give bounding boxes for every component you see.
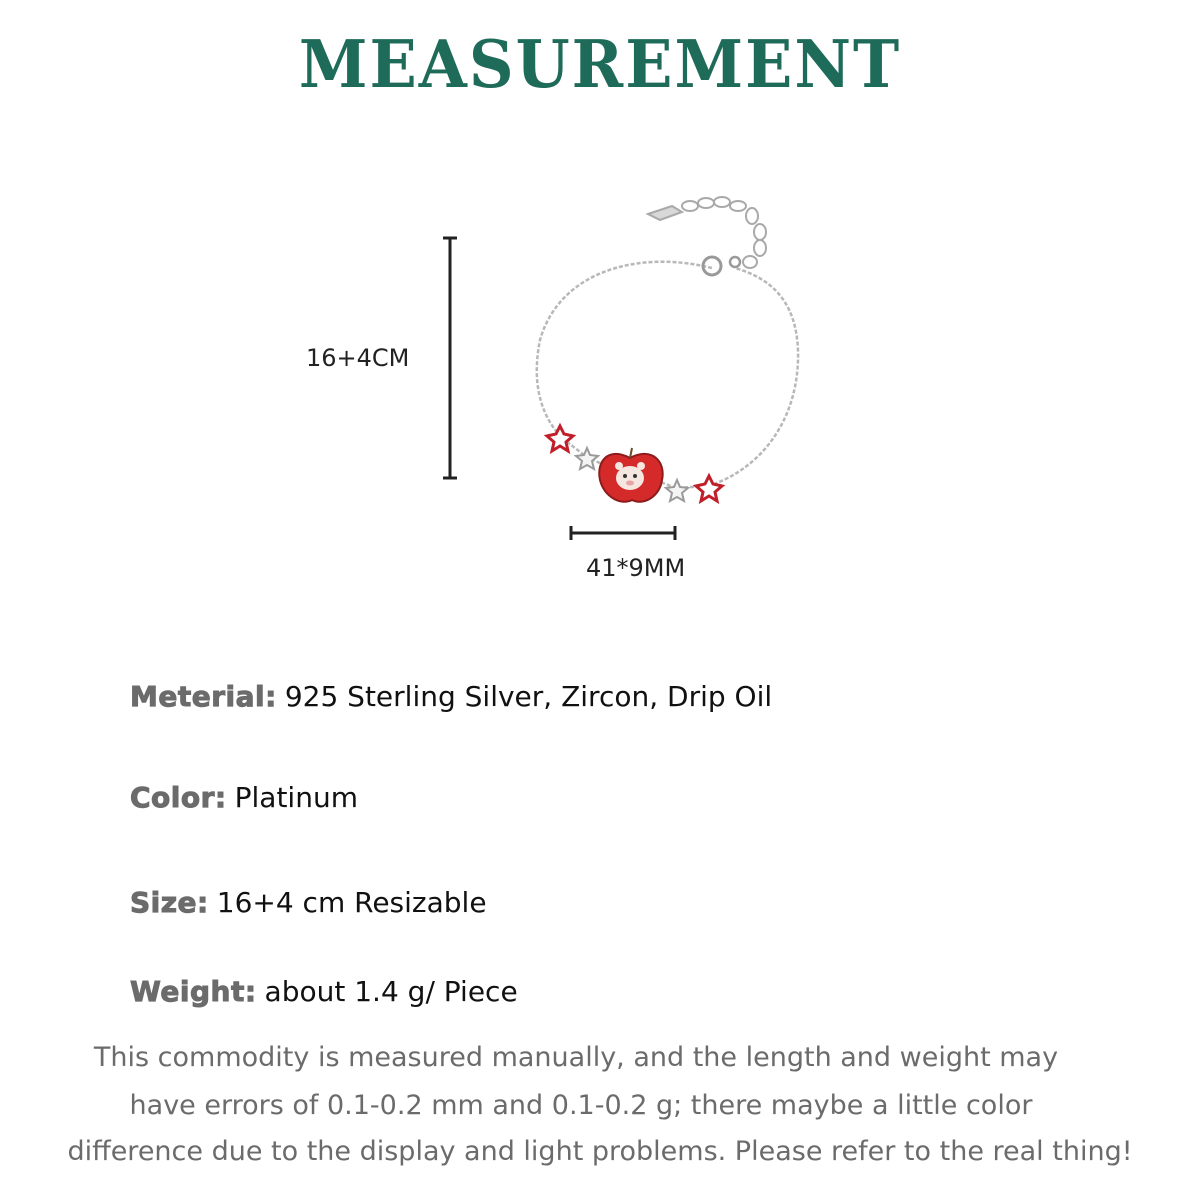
disclaimer-line-2: have errors of 0.1-0.2 mm and 0.1-0.2 g; there maybe a little color [129,1090,1033,1121]
star-charm-left-red [547,426,573,451]
spec-material-value: 925 Sterling Silver, Zircon, Drip Oil [284,680,773,713]
apple-pendant [599,448,662,502]
length-dimension-label: 16+4CM [306,344,410,372]
spec-color [130,781,358,814]
spec-size-key: Size: [130,886,209,919]
spec-weight [130,975,518,1008]
spec-material-key: Meterial: [130,680,277,713]
star-charm-right-zircon [666,480,688,501]
spec-color-key: Color: [130,781,227,814]
pendant-dimension-line [571,526,675,540]
spec-weight-key: Weight: [130,975,257,1008]
spec-material [130,680,772,713]
length-dimension-line [443,238,457,478]
bracelet-chain [537,262,798,488]
disclaimer-line-1: This commodity is measured manually, and the length and weight may [93,1042,1059,1073]
pendant-dimension-label: 41*9MM [586,554,686,582]
spec-weight-value: about 1.4 g/ Piece [264,975,518,1008]
star-charm-right-red [696,476,722,501]
disclaimer-line-3: difference due to the display and light problems. Please refer to the real thing! [67,1136,1133,1167]
page-title: MEASUREMENT [298,26,902,103]
spec-color-value: Platinum [234,781,358,814]
spec-size-value: 16+4 cm Resizable [216,886,487,919]
spec-size [130,886,487,919]
